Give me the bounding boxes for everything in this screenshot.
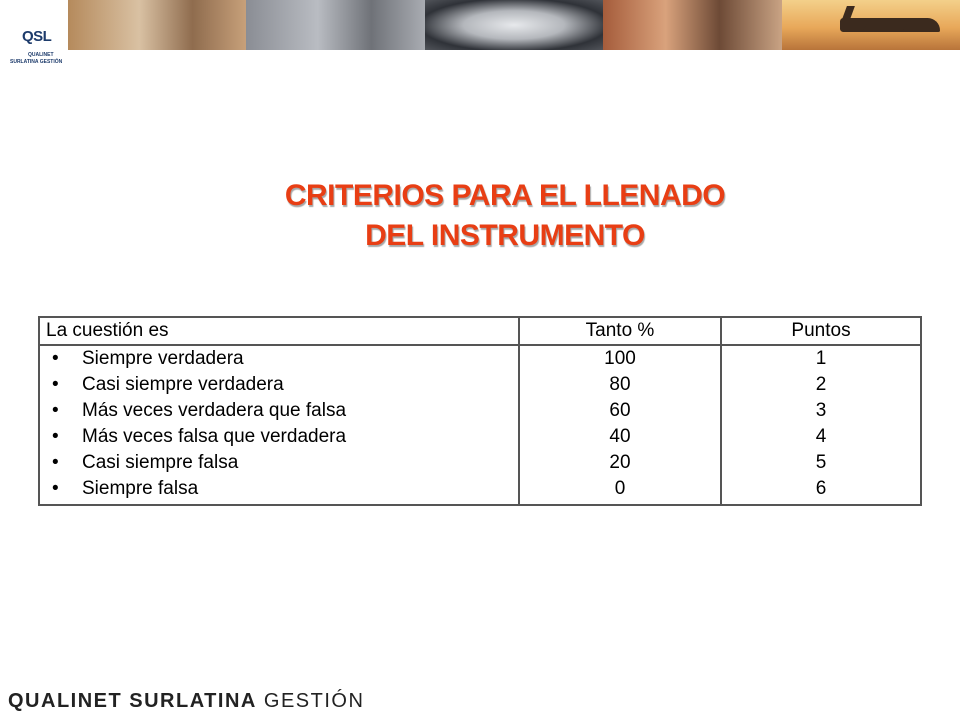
row-label: Siempre falsa	[82, 478, 199, 499]
row-percent: 60	[519, 398, 721, 424]
column-header-question: La cuestión es	[39, 317, 519, 345]
row-percent: 40	[519, 424, 721, 450]
row-label: Más veces verdadera que falsa	[82, 400, 347, 421]
row-label: Siempre verdadera	[82, 348, 244, 369]
row-points: 6	[721, 476, 921, 505]
row-percent: 100	[519, 345, 721, 372]
banner-photo-presentation	[68, 0, 246, 50]
table-row	[39, 398, 921, 424]
bullet-icon: •	[52, 426, 59, 447]
bullet-icon: •	[52, 348, 59, 369]
table-row	[39, 424, 921, 450]
row-points: 1	[721, 345, 921, 372]
row-label-cell	[39, 372, 519, 398]
bullet-icon: •	[52, 374, 59, 395]
row-label-cell	[39, 424, 519, 450]
slide-title	[0, 176, 960, 256]
airplane-wing-shape	[863, 24, 906, 30]
row-label: Más veces falsa que verdadera	[82, 426, 347, 447]
bullet-icon: •	[52, 478, 59, 499]
table-row	[39, 372, 921, 398]
title-line-2: DEL INSTRUMENTO	[365, 219, 645, 252]
title-line-1: CRITERIOS PARA EL LLENADO	[284, 179, 726, 212]
banner-photo-meeting	[603, 0, 781, 50]
row-percent: 80	[519, 372, 721, 398]
footer-brand	[8, 690, 364, 713]
header-photo-banner	[68, 0, 960, 50]
table-row	[39, 476, 921, 505]
row-points: 4	[721, 424, 921, 450]
row-points: 3	[721, 398, 921, 424]
table-row	[39, 450, 921, 476]
banner-photo-airplane	[782, 0, 960, 50]
table-header-row	[39, 317, 921, 345]
footer-brand-name: QUALINET SURLATINA	[8, 690, 257, 712]
row-label-cell	[39, 450, 519, 476]
row-label: Casi siempre falsa	[82, 452, 239, 473]
logo-text: QSL	[22, 28, 52, 45]
bullet-icon: •	[52, 452, 59, 473]
row-label-cell	[39, 398, 519, 424]
logo-subtitle-1: QUALINET	[28, 52, 54, 58]
table-row	[39, 345, 921, 372]
banner-photo-people	[246, 0, 424, 50]
row-label-cell	[39, 345, 519, 372]
criteria-table	[38, 316, 922, 506]
row-points: 2	[721, 372, 921, 398]
column-header-percent: Tanto %	[519, 317, 721, 345]
banner-photo-aircraft-front	[425, 0, 603, 50]
row-points: 5	[721, 450, 921, 476]
company-logo	[0, 0, 68, 72]
bullet-icon: •	[52, 400, 59, 421]
column-header-points: Puntos	[721, 317, 921, 345]
logo-subtitle-2: SURLATINA GESTIÓN	[10, 59, 63, 65]
row-label: Casi siempre verdadera	[82, 374, 284, 395]
row-percent: 20	[519, 450, 721, 476]
row-percent: 0	[519, 476, 721, 505]
footer-brand-suffix: GESTIÓN	[263, 690, 365, 712]
row-label-cell	[39, 476, 519, 505]
